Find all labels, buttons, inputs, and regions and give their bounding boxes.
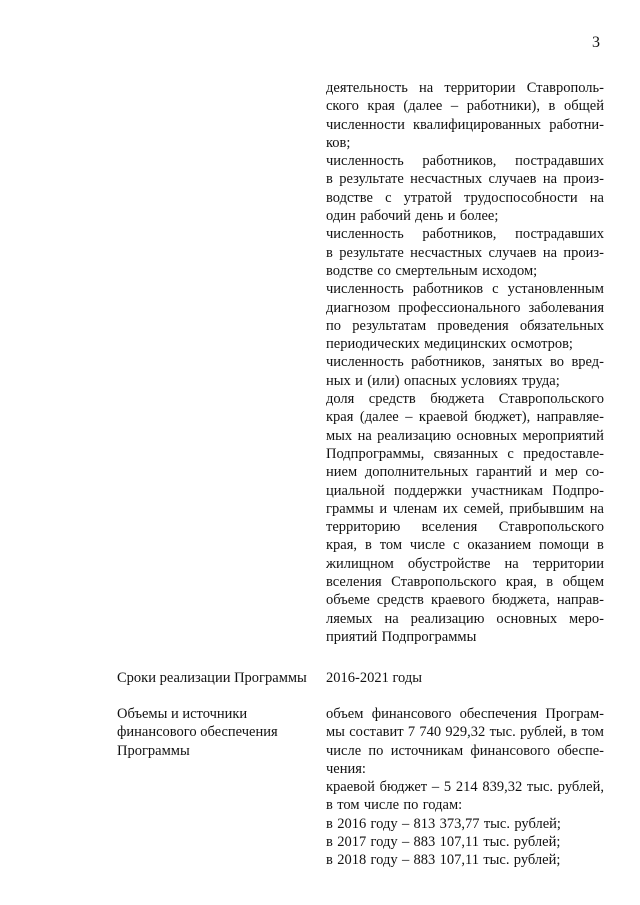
text-line: мых на реализацию основных мероприятий [326,427,604,444]
text-line: территорию вселения Ставропольского [326,519,604,536]
text-line: Подпрограммы, связанных с предоставле- [326,445,604,462]
text-line: мы составит 7 740 929,32 тыс. рублей, в том [326,724,604,741]
text-line: численность работников, занятых во вред- [326,354,604,371]
text-line: численность работников, пострадавших [326,226,604,243]
text-line: в 2016 году – 813 373,77 тыс. рублей; [326,815,561,832]
text-line: ского края (далее – работники), в общей [326,98,604,115]
text-line: численность работников с установленным [326,281,604,298]
text-line: объеме средств краевого бюджета, направ- [326,592,604,609]
text-line: в 2017 году – 883 107,11 тыс. рублей; [326,834,561,851]
text-line: ков; [326,134,351,151]
text-line: граммы и членам их семей, прибывшим на [326,500,604,517]
text-line: один рабочий день и более; [326,208,499,225]
funding-label-line: финансового обеспечения [117,724,278,741]
text-line: по результатам проведения обязательных [326,317,604,334]
text-line: объем финансового обеспечения Програм- [326,706,604,722]
text-line: диагнозом профессионального заболевания [326,299,604,316]
text-line: водстве со смертельным исходом; [326,262,538,279]
text-line: циальной поддержки участникам Подпро- [326,482,604,499]
term-label-text: Сроки реализации Программы [117,670,307,686]
text-line: доля средств бюджета Ставропольского [326,391,604,408]
text-line: приятий Подпрограммы [326,628,477,645]
term-label [117,669,317,687]
text-line: краевой бюджет – 5 214 839,32 тыс. рублей, [326,779,604,796]
intro-text-block [326,79,604,646]
funding-label-line: Объемы и источники [117,706,248,722]
text-line: края (далее – краевой бюджет), направляе- [326,409,604,426]
term-value [326,669,604,687]
text-line: деятельность на территории Ставрополь- [326,80,604,96]
text-line: водстве с утратой трудоспособности на [326,189,604,206]
text-line: числе по источникам финансового обеспе- [326,742,604,759]
text-line: нием дополнительных гарантий и мер со- [326,464,604,481]
text-line: численности квалифицированных работни- [326,116,604,133]
funding-label-line: Программы [117,742,190,759]
funding-label [117,705,317,760]
text-line: в 2018 году – 883 107,11 тыс. рублей; [326,852,561,869]
page-number: 3 [592,34,600,51]
text-line: вселения Ставропольского края, в общем [326,574,604,591]
text-line: ляемых на реализацию основных меро- [326,610,604,627]
text-line: в результате несчастных случаев на произ- [326,171,604,188]
text-line: периодических медицинских осмотров; [326,336,573,353]
text-line: края, в том числе с оказанием помощи в [326,537,604,554]
text-line: ных и (или) опасных условиях труда; [326,372,560,389]
text-line: в том числе по годам: [326,797,463,814]
text-line: в результате несчастных случаев на произ- [326,244,604,261]
text-line: жилищном обустройстве на территории [326,555,604,572]
text-line: численность работников, пострадавших [326,153,604,170]
term-value-text: 2016-2021 годы [326,670,422,686]
funding-value-block [326,705,604,870]
text-line: чения: [326,760,366,777]
